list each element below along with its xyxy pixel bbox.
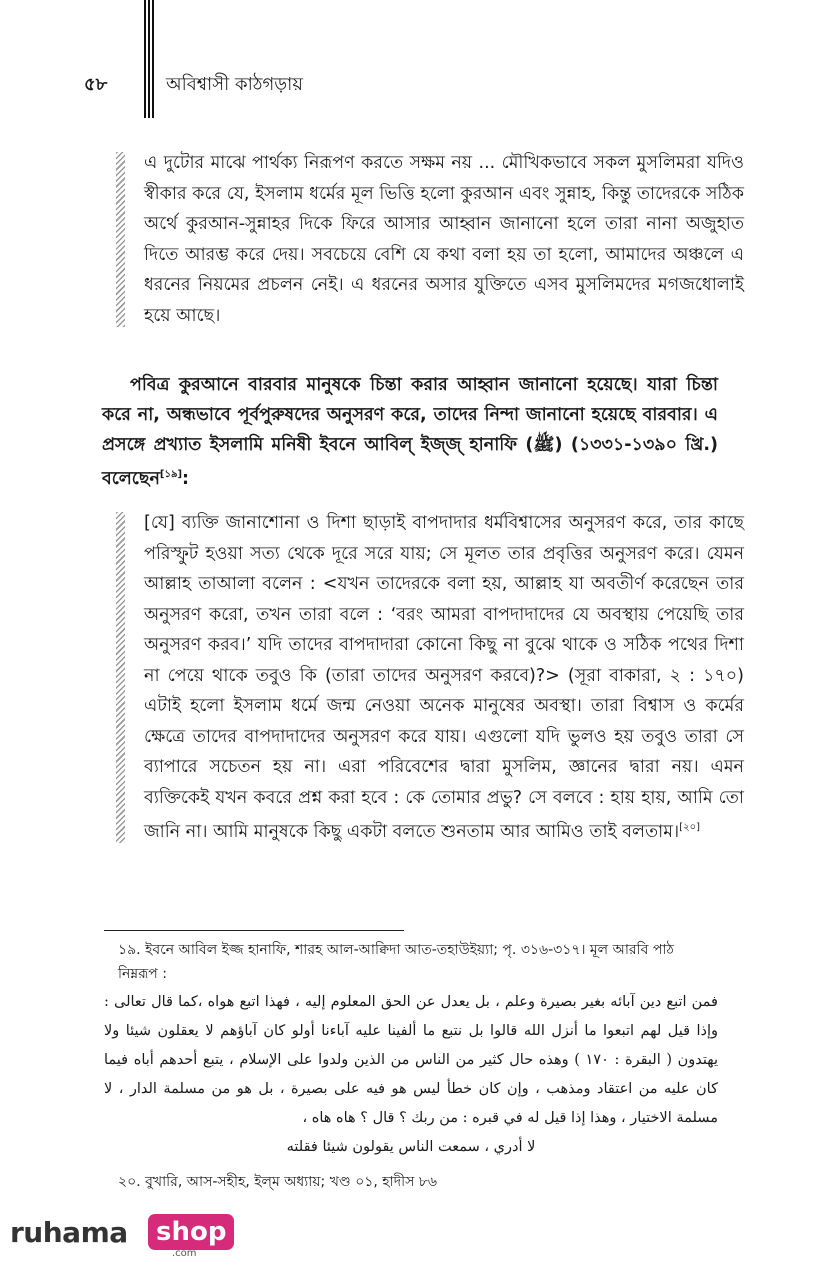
header-rule — [148, 0, 150, 118]
quote-text — [144, 508, 744, 847]
block-quote — [116, 148, 744, 331]
body-paragraph — [102, 370, 718, 494]
running-title: অবিশ্বাসী কাঠগড়ায় — [166, 74, 303, 95]
block-quote — [116, 508, 744, 847]
quote-bar — [116, 152, 125, 327]
ruhamashop-logo — [10, 1210, 230, 1259]
paragraph-tail: : — [182, 468, 190, 489]
footnote-ref: [১৯] — [159, 469, 183, 480]
quote-bar — [116, 512, 125, 843]
footnote-separator — [104, 930, 404, 931]
page-number: ৫৮ — [84, 74, 108, 95]
footnote-20: ২০. বুখারি, আস-সহীহ, ইল্‌ম অধ্যায়; খণ্ড ০১, হাদীস ৮৬ — [118, 1174, 437, 1190]
quote-text: এ দুটোর মাঝে পার্থক্য নিরূপণ করতে সক্ষম নয় ... মৌখিকভাবে সকল মুসলিমরা যদিও স্বীকার করে যে, ইসলাম ধর্মের মূল ভিত্তি হলো কুরআন এবং সুন্নাহ, কিন্তু তাদেরকে সঠিক অর্থে কুরআন-সুন্নাহর দিকে ফিরে আসার আহ্বান জানানো হলে তারা নানা অজুহাত দিতে আরম্ভ করে দেয়। সবচেয়ে বেশি যে কথা বলা হয় তা হলো, আমাদের অঞ্চলে এ ধরনের নিয়মের প্রচলন নেই। এ ধরনের অসার যুক্তিতে এসব মুসলিমদের মগজধোলাই হয়ে আছে। — [144, 153, 744, 326]
footnote-ref: [২০] — [679, 822, 700, 833]
logo-domain: .com — [172, 1248, 197, 1259]
logo-shop-box: shop — [148, 1214, 234, 1250]
arabic-paragraph: فمن اتبع دين آبائه بغير بصيرة وعلم ، بل يعدل عن الحق المعلوم إليه ، فهذا اتبع هواه ،كما قال تعالى : وإذا قيل لهم اتبعوا ما أنزل الله قالوا بل نتبع ما ألفينا عليه آباءنا أولو كان آباؤهم لا يعقلون شيئا ولا يهتدون ( البقرة : ١٧٠ ) وهذه حال كثير من الناس من الذين ولدوا على الإسلام ، يتبع أحدهم أباه فيما كان عليه من اعتقاد ومذهب ، وإن كان خطأ ليس هو فيه على بصيرة ، بل هو من مسلمة الدار ، لا مسلمة الاختيار ، وهذا إذا قيل له في قبره : من ربك ؟ قال ؟ هاه هاه ، — [104, 994, 718, 1126]
arabic-text — [104, 988, 718, 1162]
footnote-19: ১৯. ইবনে আবিল ইজ্জ হানাফি, শারহ আল-আক্বিদা আত-তহাউইয়্যা; পৃ. ৩১৬-৩১৭। মূল আরবি পাঠ নিম্নরূপ : — [118, 942, 674, 982]
header-rule — [152, 0, 154, 118]
header-rule — [144, 0, 146, 118]
arabic-line: لا أدري ، سمعت الناس يقولون شيئا فقلته — [286, 1139, 536, 1155]
quote-text: [যে] ব্যক্তি জানাশোনা ও দিশা ছাড়াই বাপদাদার ধর্মবিশ্বাসের অনুসরণ করে, তার কাছে পরিস্ফুট হওয়া সত্য থেকে দূরে সরে যায়; সে মূলত তার প্রবৃত্তির অনুসরণ করে। যেমন আল্লাহ তাআলা বলেন : <যখন তাদেরকে বলা হয়, আল্লাহ যা অবতীর্ণ করেছেন তার অনুসরণ করো, তখন তারা বলে : ‘বরং আমরা বাপদাদাদের যে অবস্থায় পেয়েছি তার অনুসরণ করব।’ যদি তাদের বাপদাদারা কোনো কিছু না বুঝে থাকে ও সঠিক পথের দিশা না পেয়ে থাকে তবুও কি (তারা তাদের অনুসরণ করবে)?> (সূরা বাকারা, ২ : ১৭০) এটাই হলো ইসলাম ধর্মে জন্ম নেওয়া অনেক মানুষের অবস্থা। তারা বিশ্বাস ও কর্মের ক্ষেত্রে তাদের বাপদাদাদের অনুসরণ করে যায়। এগুলো যদি ভুলও হয় তবুও তারা সে ব্যাপারে সচেতন হয় না। এরা পরিবেশের দ্বারা মুসলিম, জ্ঞানের দ্বারা নয়। এমন ব্যক্তিকেই যখন কবরে প্রশ্ন করা হবে : কে তোমার প্রভু? সে বলবে : হায় হায়, আমি তো জানি না। আমি মানুষকে কিছু একটা বলতে শুনতাম আর আমিও তাই বলতাম। — [144, 513, 744, 842]
paragraph-text: পবিত্র কুরআনে বারবার মানুষকে চিন্তা করার আহ্বান জানানো হয়েছে। যারা চিন্তা করে না, অন্ধভাবে পূর্বপুরুষদের অনুসরণ করে, তাদের নিন্দা জানানো হয়েছে বারবার। এ প্রসঙ্গে প্রখ্যাত ইসলামি মনিষী ইবনে আবিল্ ইজ্জ্ হানাফি (ﷺ) (১৩৩১-১৩৯০ খ্রি.) বলেছেন — [102, 375, 718, 489]
logo-brand: ruhama — [10, 1216, 128, 1249]
